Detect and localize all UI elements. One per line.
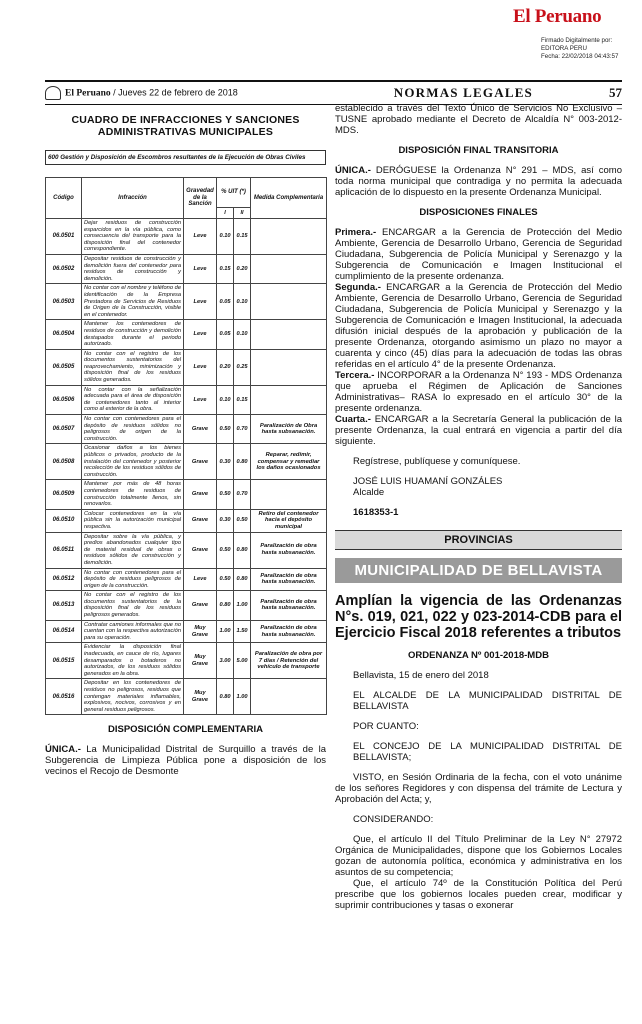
table-row [46,568,327,591]
row-code: 06.0513 [46,591,82,620]
dft-body: DERÓGUESE la Ordenanza N° 291 – MDS, así como toda norma municipal que contradiga y no permita la adecuada aplicación de lo dispuesto en la presente Ordenanza Municipal. [335,165,622,198]
row-infraction: Mantener por más de 48 horas contenedores de residuos de construcción totalmente llenos, sin renovarlos. [82,480,184,509]
segunda-lead: Segunda.- [335,282,381,293]
digital-signature [541,37,618,61]
row-uit-ii: 5.00 [234,643,251,679]
row-uit-ii: 0.15 [234,385,251,414]
left-column [45,114,326,777]
cuarta-text [335,414,622,447]
row-measure [251,254,327,283]
table-row [46,320,327,349]
primera-body: ENCARGAR a la Gerencia de Protección del Medio Ambiente, Gerencia de Desarrollo Urbano, Gerencia de Seguridad Ciudadana, Subgerencia de Policía Municipal y Serenazgo y la Subgerencia de Comunicación e Imagen Institucional el cumplimiento de la presente ordenanza. [335,227,622,282]
header-date: / Jueves 22 de febrero de 2018 [110,87,238,98]
row-uit-ii: 0.25 [234,349,251,385]
row-uit-i: 0.20 [217,349,234,385]
row-uit-ii: 1.00 [234,679,251,715]
row-uit-ii: 0.10 [234,320,251,349]
row-measure: Paralización de Obra hasta subsanación. [251,415,327,444]
row-uit-ii: 0.80 [234,568,251,591]
col-header-uit: % UIT (*) [217,178,251,208]
row-uit-i: 3.00 [217,643,234,679]
cuarta-lead: Cuarta.- [335,414,371,425]
header-brand [45,86,238,100]
table-row [46,679,327,715]
visto-text: VISTO, en Sesión Ordinaria de la fecha, con el voto unánime de los señores Regidores y con dispensa del trámite de Lectura y Aprobación del Acta; y, [335,772,622,805]
municipality-banner: MUNICIPALIDAD DE BELLAVISTA [335,558,622,583]
row-severity: Leve [184,320,217,349]
signature-line-2: EDITORA PERU [541,45,587,52]
col-header-infraction: Infracción [82,178,184,219]
row-infraction: Ocasionar daños a los bienes públicos o privados, producto de la instalación del contenedor y posterior recolección de los residuos sólidos de construcción. [82,444,184,480]
row-measure [251,320,327,349]
row-uit-ii: 0.70 [234,480,251,509]
table-row [46,284,327,320]
row-uit-ii: 0.50 [234,509,251,532]
df-title: DISPOSICIONES FINALES [419,207,538,218]
table-row [46,349,327,385]
row-code: 06.0515 [46,643,82,679]
row-severity: Leve [184,568,217,591]
tercera-text [335,370,622,414]
coat-of-arms-icon [45,86,61,100]
registrese-text: Regístrese, publíquese y comuníquese. [353,456,521,467]
considerando-1: Que, el artículo II del Título Preliminar de la Ley N° 27972 Orgánica de Municipalidades, dispone que los Gobiernos Locales gozan de autonomía política, económica y administrativa en los asuntos de su competencia; [335,834,622,878]
disp-complementaria-text [45,744,326,777]
row-infraction: Dejar residuos de construcción esparcidos en la vía pública, como consecuencia del transporte para la disposición final del contenedor correspondiente. [82,219,184,255]
row-uit-ii: 0.20 [234,254,251,283]
table-row [46,219,327,255]
dft-lead: ÚNICA.- [335,165,371,176]
row-code: 06.0504 [46,320,82,349]
infractions-table [45,177,327,715]
right-column [335,103,622,911]
table-group-label: 600 Gestión y Disposición de Escombros resultantes de la Ejecución de Obras Civiles [45,150,326,165]
row-code: 06.0514 [46,620,82,643]
row-code: 06.0501 [46,219,82,255]
row-code: 06.0508 [46,444,82,480]
row-code: 06.0506 [46,385,82,414]
row-code: 06.0511 [46,532,82,568]
unica-body: La Municipalidad Distrital de Surquillo a través de la Subgerencia de Limpieza Pública pone a disposición de los vecinos el Recojo de Desmonte [45,744,326,778]
row-uit-i: 0.50 [217,532,234,568]
table-row [46,480,327,509]
page-header [45,80,622,105]
row-uit-ii: 0.15 [234,219,251,255]
continued-text: establecido a través del Texto Único de Servicios No Exclusivo – TUSNE aprobado mediante el Decreto de Alcaldía N° 003-2012-MDS. [335,103,622,136]
page-number: 57 [609,85,622,100]
table-row [46,509,327,532]
row-infraction: No contar con la señalización adecuada para el área de disposición de contenedores tanto al interior como al exterior de la obra. [82,385,184,414]
row-infraction: Mantener los contenedores de residuos de construcción y demolición destapados durante el periodo autorizado. [82,320,184,349]
tercera-lead: Tercera.- [335,370,375,381]
table-row [46,591,327,620]
row-code: 06.0512 [46,568,82,591]
row-measure [251,284,327,320]
segunda-body: ENCARGAR a la Gerencia de Protección del Medio Ambiente, Gerencia de Desarrollo Urbano, Gerencia de Seguridad Ciudadana, Subgerencia de Policía Municipal y Serenazgo y la Subgerencia de Comunicación e Imagen Institucional, la adecuada difusión inicial después de la aprobación y publicación de la presente Ordenanza, otorgando asimismo un plazo no mayor a cuarenta y cinco (45) días para la adecuación de todas las obras referidas en el artículo 4° de la presente Ordenanza. [335,282,622,370]
row-severity: Grave [184,591,217,620]
row-uit-i: 0.50 [217,480,234,509]
row-severity: Muy Grave [184,679,217,715]
row-measure: Paralización de obra hasta subsanación. [251,568,327,591]
por-cuanto: POR CUANTO: [353,721,419,732]
row-uit-ii: 0.80 [234,444,251,480]
row-measure [251,385,327,414]
el-peruano-logo: El Peruano [513,6,602,27]
row-uit-ii: 0.70 [234,415,251,444]
row-infraction: Depositar sobre la vía pública, y predios abandonados cualquier tipo de material residual de obras o residuos sólidos de construcción y demolición. [82,532,184,568]
row-uit-ii: 0.10 [234,284,251,320]
row-uit-i: 1.00 [217,620,234,643]
signer-name: JOSÉ LUIS HUAMANÍ GONZÁLES [353,476,503,487]
row-uit-i: 0.05 [217,284,234,320]
row-infraction: No contar con el registro de los documentos sustentatorios de la disposición final de los residuos peligrosos generados. [82,591,184,620]
row-severity: Muy Grave [184,620,217,643]
row-measure [251,679,327,715]
row-severity: Grave [184,532,217,568]
row-severity: Leve [184,254,217,283]
row-uit-i: 0.30 [217,509,234,532]
disp-complementaria-title: DISPOSICIÓN COMPLEMENTARIA [108,724,263,736]
signature-line-1: Firmado Digitalmente por: [541,37,613,44]
row-infraction: Colocar contenedores en la vía pública sin la autorización municipal respectiva. [82,509,184,532]
row-infraction: No contar con contenedores para el depósito de residuos peligrosos de origen de la construcción. [82,568,184,591]
row-measure: Paralización de obra hasta subsanación. [251,591,327,620]
row-code: 06.0509 [46,480,82,509]
row-severity: Leve [184,385,217,414]
considerando-title: CONSIDERANDO: [353,814,434,825]
row-infraction: No contar con el registro de los documentos sustentatorios del reaprovechamiento, minimización y disposición final de los residuos sólidos generados. [82,349,184,385]
article-headline: Amplían la vigencia de las Ordenanzas N°s. 019, 021, 022 y 023-2014-CDB para el Ejercicio Fiscal 2018 referentes a tributos [335,593,622,641]
unica-lead: ÚNICA.- [45,744,81,756]
col-header-uit-i: I [217,208,234,219]
row-uit-i: 0.15 [217,254,234,283]
row-measure [251,219,327,255]
table-row [46,254,327,283]
row-measure: Reparar, redimir, compensar y remediar los daños ocasionados [251,444,327,480]
row-uit-ii: 0.80 [234,532,251,568]
col-header-code: Código [46,178,82,219]
row-code: 06.0510 [46,509,82,532]
cuarta-body: ENCARGAR a la Secretaría General la publicación de la presente Ordenanza, la cual entrará en vigencia a partir del día siguiente. [335,414,622,447]
table-row [46,643,327,679]
row-severity: Grave [184,480,217,509]
table-title: CUADRO DE INFRACCIONES Y SANCIONES ADMINISTRATIVAS MUNICIPALES [71,114,300,138]
row-measure [251,480,327,509]
row-infraction: Depositar residuos de construcción y demolición fuera del contenedor para residuos de construcción y demolición. [82,254,184,283]
row-severity: Leve [184,284,217,320]
dft-title: DISPOSICIÓN FINAL TRANSITORIA [398,145,559,156]
alcalde-text: EL ALCALDE DE LA MUNICIPALIDAD DISTRITAL DE BELLAVISTA [353,690,622,712]
row-infraction: No contar con el nombre y teléfono de identificación de la Empresa Prestadora de Servicios de Residuos de Origen de la Construcción, visible en el contenedor. [82,284,184,320]
row-infraction: Depositar en los contenedores de residuos no peligrosos, residuos que contengan materiales inflamables, explosivos, nocivos, corrosivos y en general residuos peligrosos. [82,679,184,715]
row-measure [251,349,327,385]
row-severity: Leve [184,219,217,255]
provincias-banner: PROVINCIAS [335,530,622,550]
table-row [46,444,327,480]
row-severity: Muy Grave [184,643,217,679]
row-severity: Grave [184,509,217,532]
row-severity: Leve [184,349,217,385]
row-uit-ii: 1.50 [234,620,251,643]
row-code: 06.0502 [46,254,82,283]
row-uit-i: 0.10 [217,219,234,255]
row-uit-i: 0.50 [217,415,234,444]
primera-lead: Primera.- [335,227,377,238]
concejo-text: EL CONCEJO DE LA MUNICIPALIDAD DISTRITAL DE BELLAVISTA; [353,741,622,763]
row-measure: Paralización de obra hasta subsanación. [251,532,327,568]
ordinance-number: ORDENANZA Nº 001-2018-MDB [408,650,549,661]
table-row [46,532,327,568]
col-header-uit-ii: II [234,208,251,219]
row-code: 06.0516 [46,679,82,715]
reference-number: 1618353-1 [353,507,399,518]
row-uit-i: 0.10 [217,385,234,414]
header-brand-name: El Peruano [65,88,111,99]
row-uit-i: 0.05 [217,320,234,349]
signer-role: Alcalde [353,487,385,498]
table-row [46,620,327,643]
row-uit-i: 0.80 [217,591,234,620]
row-uit-i: 0.30 [217,444,234,480]
row-measure: Paralización de obra por 7 días / Retención del vehículo de transporte [251,643,327,679]
row-infraction: No contar con contenedores para el depósito de residuos sólidos no peligrosos de origen de la construcción. [82,415,184,444]
section-title: NORMAS LEGALES [393,85,533,100]
tercera-body: INCORPORAR a la Ordenanza N° 193 - MDS Ordenanza que aprueba el Régimen de Aplicación de Sanciones Administrativas– RASA lo expresado en el artículo 30° de la presente ordenanza. [335,370,622,414]
row-severity: Grave [184,444,217,480]
considerando-2: Que, el artículo 74º de la Constitución Política del Perú prescribe que los gobiernos locales pueden crear, modificar y suprimir contribuciones y tasas o exonerar [335,878,622,911]
signature-line-3: Fecha: 22/02/2018 04:43:57 [541,53,619,60]
row-measure: Retiro del contenedor hacia el depósito municipal [251,509,327,532]
dft-text [335,165,622,198]
table-row [46,385,327,414]
table-row [46,415,327,444]
row-code: 06.0503 [46,284,82,320]
row-code: 06.0505 [46,349,82,385]
place-date: Bellavista, 15 de enero del 2018 [353,670,489,681]
primera-text [335,227,622,282]
row-uit-ii: 1.00 [234,591,251,620]
row-uit-i: 0.80 [217,679,234,715]
row-measure: Paralización de obra hasta subsanación. [251,620,327,643]
col-header-severity: Gravedad de la Sanción [184,178,217,219]
row-severity: Grave [184,415,217,444]
row-infraction: Evidenciar la disposición final inadecuada, en cauce de río, lugares desamparados o botaderos no autorizados, de los residuos sólidos generados en la obra. [82,643,184,679]
row-uit-i: 0.50 [217,568,234,591]
row-code: 06.0507 [46,415,82,444]
row-infraction: Contratar camiones informales que no cuentan con la respectiva autorización para su operación. [82,620,184,643]
col-header-measure: Medida Complementaria [251,178,327,219]
segunda-text [335,282,622,370]
